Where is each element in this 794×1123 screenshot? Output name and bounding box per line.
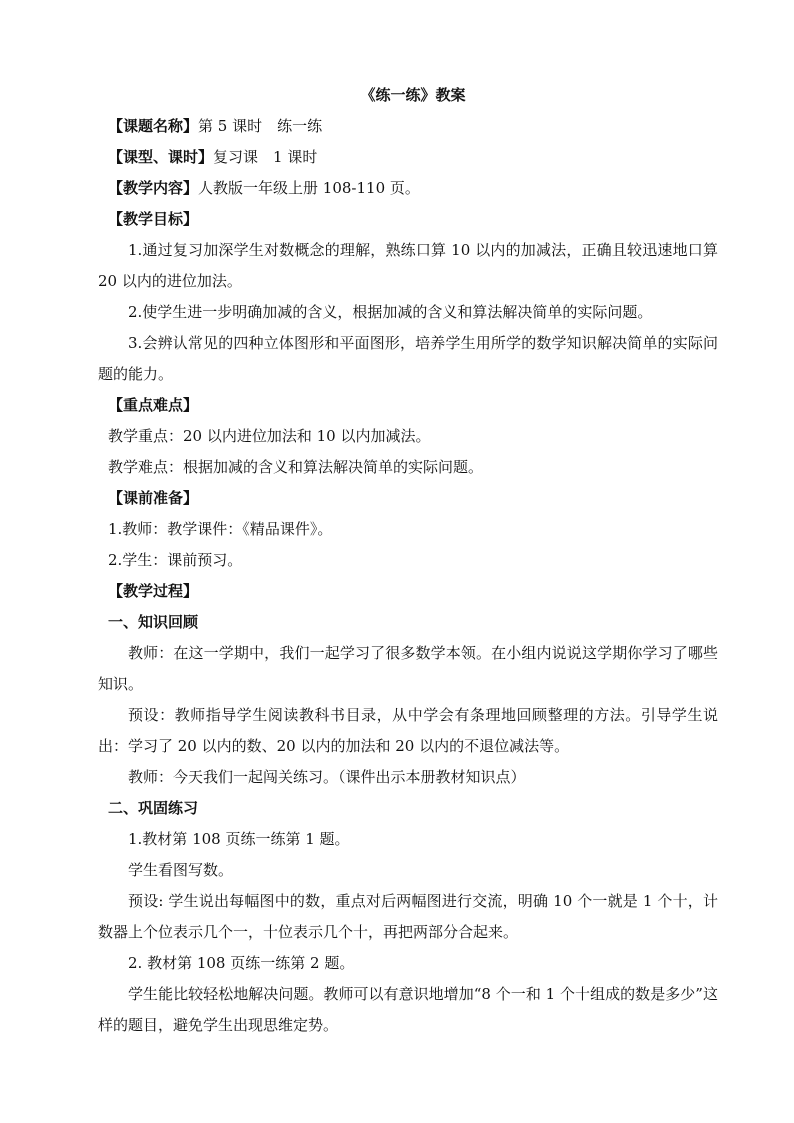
lesson-name-value: 第 5 课时 练一练 (198, 117, 323, 135)
prep-student: 2.学生：课前预习。 (108, 551, 243, 569)
lesson-name-row (108, 111, 718, 142)
section-practice-heading: 二、巩固练习 (108, 799, 199, 817)
lesson-type-row (108, 142, 718, 173)
process-heading: 【教学过程】 (108, 582, 199, 600)
process-paragraph: 1.教材第 108 页练一练第 1 题。 (128, 830, 350, 848)
lesson-content-row (108, 173, 718, 204)
process-paragraph: 学生看图写数。 (128, 861, 234, 879)
section-review-heading: 一、知识回顾 (108, 613, 199, 631)
page-title: 《练一练》教案 (360, 86, 466, 104)
key-focus: 教学重点：20 以内进位加法和 10 以内加减法。 (108, 427, 431, 445)
lesson-name-label: 【课题名称】 (108, 117, 199, 135)
prep-teacher: 1.教师：教学课件：《精品课件》。 (108, 520, 333, 538)
lesson-content-value: 人教版一年级上册 108-110 页。 (198, 179, 420, 197)
goal-item: 3.会辨认常见的四种立体图形和平面图形，培养学生用所学的数学知识解决简单的实际问题的能力。 (98, 334, 718, 383)
process-paragraph: 预设：教师指导学生阅读教科书目录，从中学会有条理地回顾整理的方法。引导学生说出：学习了 20 以内的数、20 以内的加法和 20 以内的不退位减法等。 (98, 706, 718, 755)
process-paragraph: 教师：在这一学期中，我们一起学习了很多数学本领。在小组内说说这学期你学习了哪些知识。 (98, 644, 718, 693)
goal-item: 2.使学生进一步明确加减的含义，根据加减的含义和算法解决简单的实际问题。 (128, 303, 653, 321)
process-paragraph: 教师：今天我们一起闯关练习。（课件出示本册教材知识点） (128, 768, 526, 786)
process-paragraph: 预设: 学生说出每幅图中的数，重点对后两幅图进行交流，明确 10 个一就是 1 个十，计数器上个位表示几个一，十位表示几个十，再把两部分合起来。 (98, 892, 718, 941)
lesson-type-value: 复习课 1 课时 (213, 148, 318, 166)
lesson-content-label: 【教学内容】 (108, 179, 199, 197)
goals-heading: 【教学目标】 (108, 210, 199, 228)
key-difficulty: 教学难点：根据加减的含义和算法解决简单的实际问题。 (108, 458, 484, 476)
lesson-type-label: 【课型、课时】 (108, 148, 214, 166)
lesson-plan (98, 80, 718, 1041)
goal-item: 1.通过复习加深学生对数概念的理解，熟练口算 10 以内的加减法，正确且较迅速地口算 20 以内的进位加法。 (98, 241, 718, 290)
key-heading: 【重点难点】 (108, 396, 199, 414)
prep-heading: 【课前准备】 (108, 489, 199, 507)
process-paragraph: 2. 教材第 108 页练一练第 2 题。 (128, 954, 355, 972)
process-paragraph: 学生能比较轻松地解决问题。教师可以有意识地增加“8 个一和 1 个十组成的数是多少”这样的题目，避免学生出现思维定势。 (98, 985, 718, 1034)
